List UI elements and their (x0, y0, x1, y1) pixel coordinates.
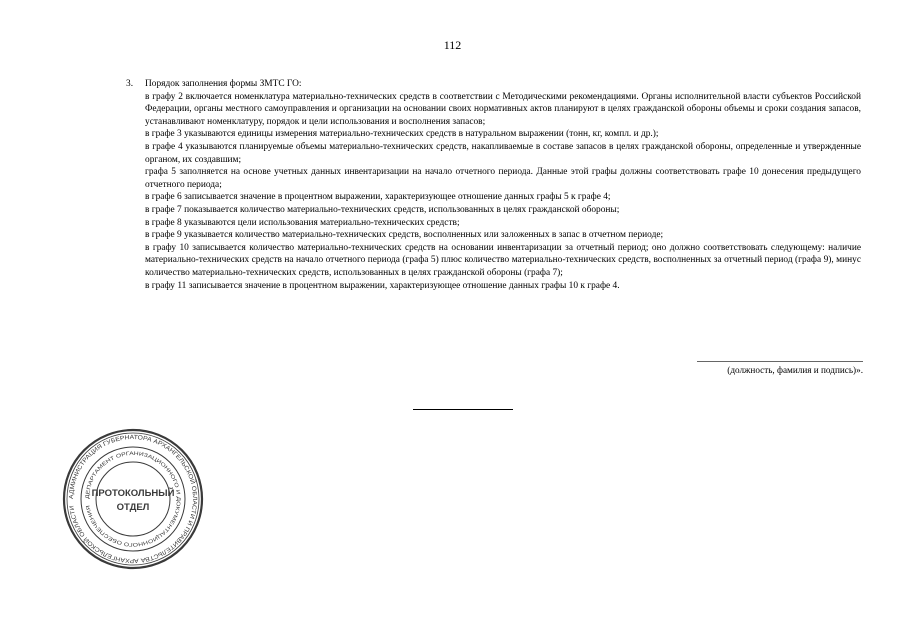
section-heading (126, 78, 861, 91)
paragraph-column-6: в графе 6 записывается значение в процентном выражении, характеризующее отношение данных графы 5 к графе 4; (145, 192, 611, 203)
protocol-department-stamp (62, 428, 204, 570)
paragraph-column-7: в графе 7 показывается количество материально-технических средств, использованных в целях гражданской обороны; (145, 204, 620, 215)
paragraph-column-2: в графу 2 включается номенклатура материально-технических средств в соответствии с Методическими рекомендациями. Органы исполнительной власти субъектов Российской Федерации, органы местного самоуправления и организации на основании своих нормативных актов планируют в целях гражданской обороны объемы и сроки создания запасов, устанавливают номенклатуру, порядок и цели использования и восполнения запасов; (145, 91, 861, 127)
paragraph-column-11: в графу 11 записывается значение в процентном выражении, характеризующее отношение данных графы 10 к графе 4. (145, 280, 620, 291)
divider-line (413, 409, 513, 410)
section-title: Порядок заполнения формы ЗМТС ГО: (145, 79, 302, 89)
paragraph-column-5: графа 5 заполняется на основе учетных данных инвентаризации на начало отчетного периода. Данные этой графы должны соответствовать графе 10 донесения предыдущего отчетного периода; (145, 167, 861, 190)
stamp-outer-text: АДМИНИСТРАЦИЯ ГУБЕРНАТОРА АРХАНГЕЛЬСКОЙ ОБЛАСТИ И ПРАВИТЕЛЬСТВА АРХАНГЕЛЬСКОЙ ОБЛАСТИ (68, 434, 198, 564)
stamp-center-line2: ОТДЕЛ (116, 502, 150, 513)
stamp-seal (62, 428, 204, 570)
stamp-inner-text: ДЕПАРТАМЕНТ ОРГАНИЗАЦИОННОГО И ДОКУМЕНТАЦИОННОГО ОБЕСПЕЧЕНИЯ (84, 450, 182, 548)
paragraph-column-9: в графе 9 указывается количество материально-технических средств, восполненных или заложенных в запас в отчетном периоде; (145, 230, 664, 241)
instructions-section (126, 78, 861, 292)
page-number: 112 (443, 38, 462, 52)
paragraph-column-10: в графу 10 записывается количество материально-технических средств на основании инвентаризации за отчетный период; оно должно соответствовать следующему: наличие материально-технических средств на начало отчетного периода (графа 5) плюс количество материально-технических средств, восполненных за отчетный период (графа 9), минус количество материально-технических средств, использованных в целях гражданской обороны (графа 7); (145, 242, 861, 278)
paragraph-list (145, 91, 861, 293)
signature-caption: (должность, фамилия и подпись)». (697, 361, 863, 375)
stamp-center-line1: ПРОТОКОЛЬНЫЙ (91, 488, 175, 499)
paragraph-column-3: в графе 3 указываются единицы измерения материально-технических средств в натуральном выражении (тонн, кг, компл. и др.); (145, 129, 659, 140)
section-number: 3. (126, 79, 134, 89)
paragraph-column-8: в графе 8 указываются цели использования материально-технических средств; (145, 217, 460, 228)
paragraph-column-4: в графе 4 указываются планируемые объемы материально-технических средств, накапливаемые в составе запасов в целях гражданской обороны, определенные и утвержденные органом, их создавшим; (145, 141, 861, 165)
